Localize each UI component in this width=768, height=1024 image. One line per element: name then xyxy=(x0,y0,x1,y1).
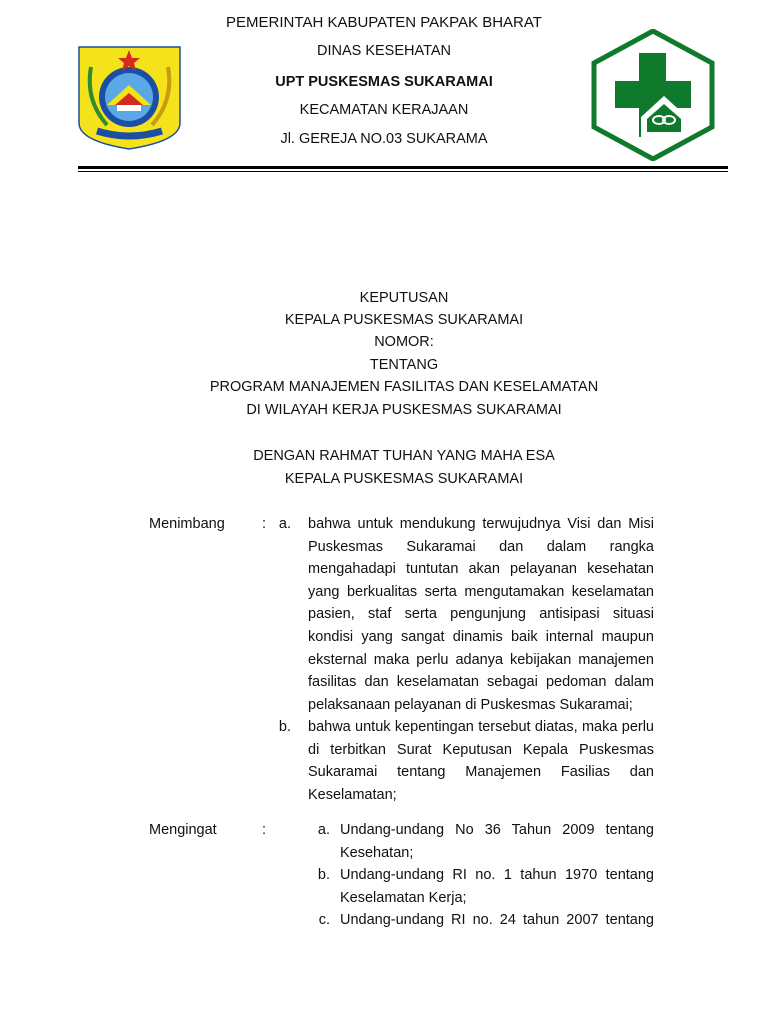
menimbang-item-a-text: bahwa untuk mendukung terwujudnya Visi dan Misi Puskesmas Sukaramai dan dalam rangka mengahadapi tuntutan akan pelayanan kesehatan yang berkualitas serta mengutamakan keselamatan pasien, staf serta pengunjung antisipasi situasi kondisi yang sangat dinamis baik internal maupun eksternal maka perlu adanya kebijakan manajemen fasilitas dan keselamatan sebagai pedoman dalam pelaksanaan pelayanan di Puskesmas Sukaramai; xyxy=(308,516,654,713)
menimbang-item-a-marker: a. xyxy=(278,516,291,532)
government-name: PEMERINTAH KABUPATEN PAKPAK BHARAT xyxy=(226,14,542,31)
decree-number: NOMOR: xyxy=(374,334,434,350)
district-name: KECAMATAN KERAJAAN xyxy=(299,102,469,118)
invocation: DENGAN RAHMAT TUHAN YANG MAHA ESA xyxy=(253,448,555,464)
decree-about-label: TENTANG xyxy=(369,357,439,373)
decree-issuer: KEPALA PUSKESMAS SUKARAMAI xyxy=(284,312,524,328)
invocation-issuer: KEPALA PUSKESMAS SUKARAMAI xyxy=(284,471,524,487)
department-name: DINAS KESEHATAN xyxy=(316,43,452,59)
mengingat-item-b-text: Undang-undang RI no. 1 tahun 1970 tentang Keselamatan Kerja; xyxy=(340,867,654,906)
mengingat-item-a-text: Undang-undang No 36 Tahun 2009 tentang Kesehatan; xyxy=(340,822,654,861)
mengingat-item-c-text: Undang-undang RI no. 24 tahun 2007 tentang xyxy=(340,912,654,928)
menimbang-label: Menimbang xyxy=(149,516,225,532)
mengingat-item-c-marker: c. xyxy=(318,912,330,928)
address: Jl. GEREJA NO.03 SUKARAMA xyxy=(280,131,488,147)
mengingat-item-b-marker: b. xyxy=(317,867,330,883)
menimbang-colon: : xyxy=(262,516,267,532)
institution-name: UPT PUSKESMAS SUKARAMAI xyxy=(275,74,493,90)
decree-subject-line2: DI WILAYAH KERJA PUSKESMAS SUKARAMAI xyxy=(246,402,562,418)
menimbang-item-b-marker: b. xyxy=(278,719,291,735)
decree-subject-line1: PROGRAM MANAJEMEN FASILITAS DAN KESELAMATAN xyxy=(209,379,599,395)
header-divider-thin xyxy=(78,171,728,172)
header-divider xyxy=(78,166,728,169)
menimbang-item-b-text: bahwa untuk kepentingan tersebut diatas, maka perlu di terbitkan Surat Keputusan Kepala Puskesmas Sukaramai tentang Manajemen Fasilias dan Keselamatan; xyxy=(308,719,654,803)
mengingat-item-a-marker: a. xyxy=(317,822,330,838)
decree-title: KEPUTUSAN xyxy=(359,290,449,306)
mengingat-colon: : xyxy=(262,822,267,838)
mengingat-label: Mengingat xyxy=(149,822,217,838)
